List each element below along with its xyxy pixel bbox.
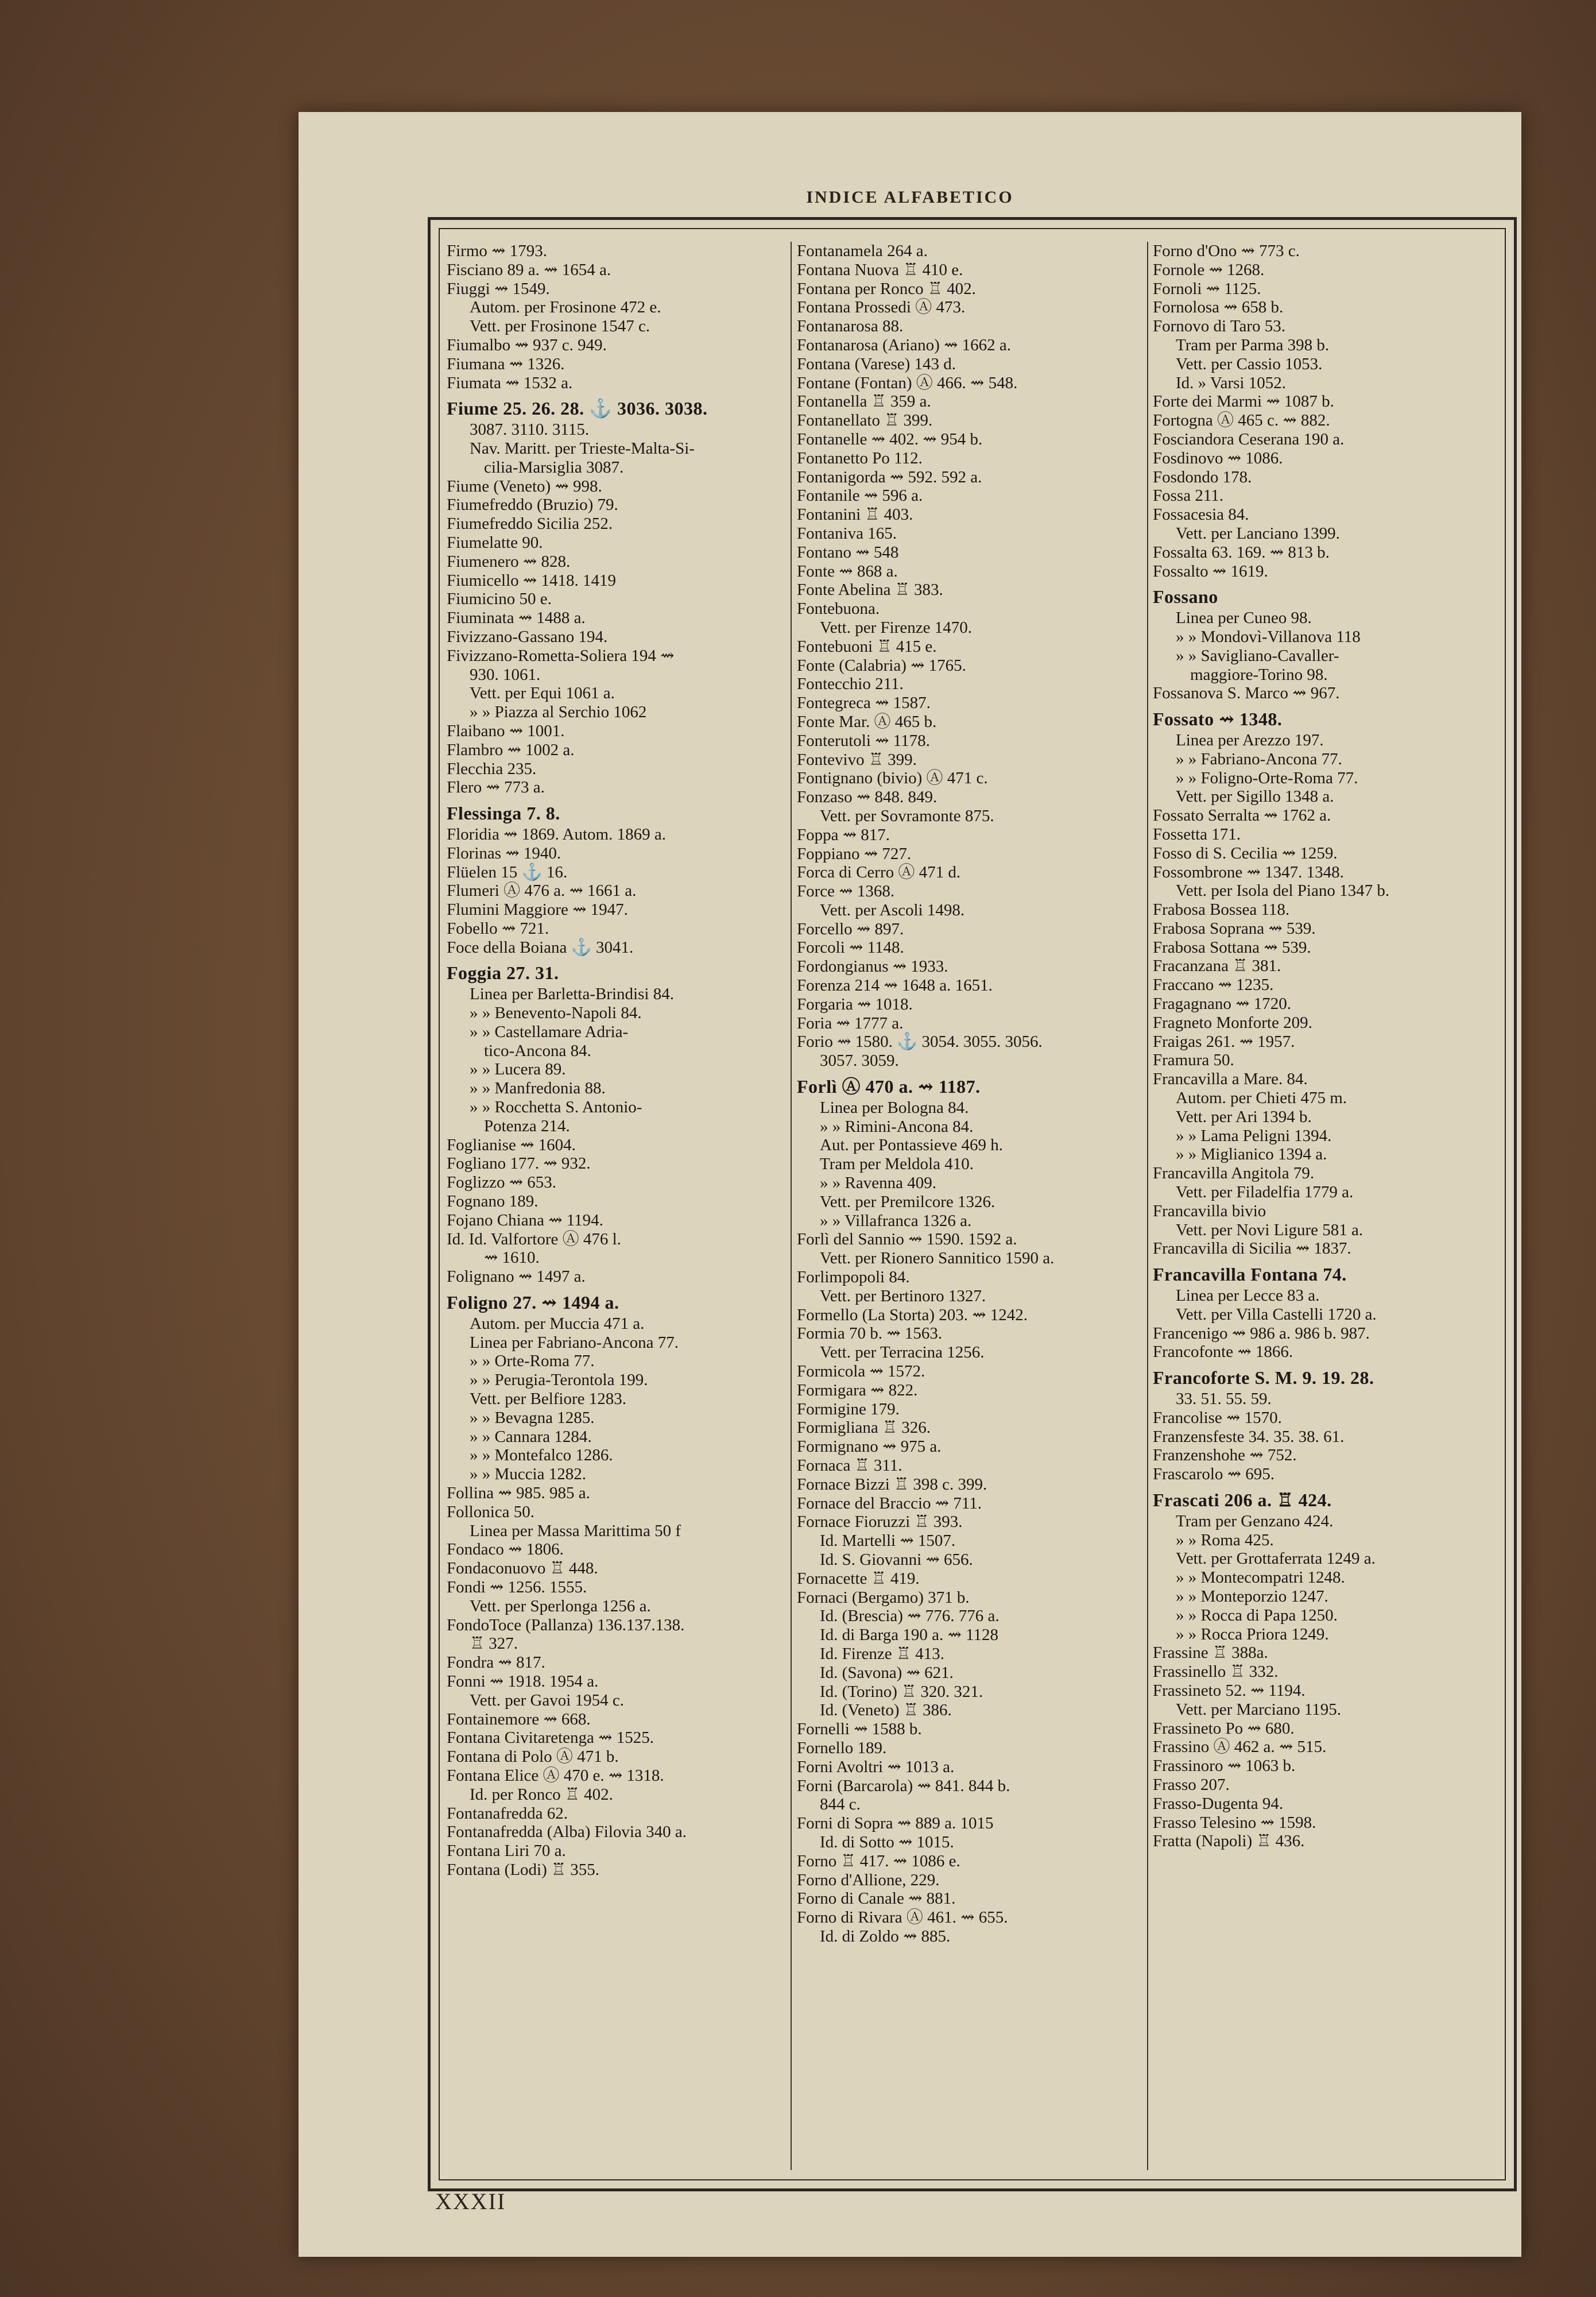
index-entry: Francavilla Angitola 79. (1153, 1164, 1315, 1183)
index-entry: Francavilla a Mare. 84. (1153, 1070, 1308, 1089)
index-entry: » » Monteporzio 1247. (1176, 1587, 1328, 1606)
index-entry: Fontana di Polo Ⓐ 471 b. (447, 1747, 619, 1766)
index-entry: Folignano ⇝ 1497 a. (447, 1267, 586, 1286)
index-entry: Autom. per Frosinone 472 e. (470, 298, 661, 317)
index-entry: Vett. per Equi 1061 a. (470, 684, 615, 703)
index-heading: Frascati 206 a. ♖ 424. (1153, 1490, 1332, 1510)
index-entry: Fragneto Monforte 209. (1153, 1013, 1312, 1032)
index-entry: » » Rocca Priora 1249. (1176, 1625, 1329, 1644)
index-entry: Forni Avoltri ⇝ 1013 a. (797, 1757, 955, 1776)
index-entry: Francavilla di Sicilia ⇝ 1837. (1153, 1239, 1351, 1258)
index-entry: Fornaca ♖ 311. (797, 1456, 902, 1475)
index-entry: Fosso di S. Cecilia ⇝ 1259. (1153, 844, 1338, 863)
index-entry: Fiumelatte 90. (447, 533, 543, 552)
index-entry: Vett. per Rionero Sannitico 1590 a. (820, 1249, 1055, 1268)
index-entry: Foglianise ⇝ 1604. (447, 1135, 576, 1154)
index-entry: Autom. per Muccia 471 a. (470, 1314, 645, 1333)
index-entry: Flambro ⇝ 1002 a. (447, 740, 575, 759)
index-entry: Fontanini ♖ 403. (797, 505, 913, 524)
index-heading: Fossano (1153, 586, 1218, 608)
index-entry: Flumeri Ⓐ 476 a. ⇝ 1661 a. (447, 881, 637, 900)
index-entry: Vett. per Grottaferrata 1249 a. (1176, 1549, 1376, 1568)
index-entry: Forio ⇝ 1580. ⚓ 3054. 3055. 3056. (797, 1033, 1043, 1051)
index-heading: Forlì Ⓐ 470 a. ⇝ 1187. (797, 1076, 981, 1097)
index-entry: Formignano ⇝ 975 a. (797, 1437, 942, 1456)
index-entry: Forcoli ⇝ 1148. (797, 938, 904, 957)
index-entry: Linea per Massa Marittima 50 f (470, 1521, 681, 1540)
index-entry: Fossalto ⇝ 1619. (1153, 562, 1268, 581)
index-entry: Fosdondo 178. (1153, 467, 1252, 486)
index-entry: » » Savigliano-Cavaller- (1176, 646, 1339, 665)
index-entry: Vett. per Sperlonga 1256 a. (470, 1596, 651, 1615)
index-entry: Vett. per Sigillo 1348 a. (1176, 787, 1334, 806)
index-entry: Fornoli ⇝ 1125. (1153, 279, 1261, 298)
index-entry: 33. 51. 55. 59. (1176, 1390, 1272, 1409)
index-entry: Fontevivo ♖ 399. (797, 750, 917, 769)
index-entry: Foria ⇝ 1777 a. (797, 1014, 904, 1033)
index-entry: Linea per Barletta-Brindisi 84. (470, 985, 674, 1004)
index-entry: Fontane (Fontan) Ⓐ 466. ⇝ 548. (797, 373, 1018, 392)
index-entry: Fontano ⇝ 548 (797, 543, 899, 562)
index-entry: Fossato Serralta ⇝ 1762 a. (1153, 806, 1331, 825)
index-entry: Fortogna Ⓐ 465 c. ⇝ 882. (1153, 411, 1330, 430)
index-entry: Id. (Veneto) ♖ 386. (820, 1701, 952, 1720)
index-entry: ⇝ 1610. (484, 1248, 540, 1267)
index-entry: Fossanova S. Marco ⇝ 967. (1153, 684, 1340, 703)
index-entry: » » Lama Peligni 1394. (1176, 1126, 1332, 1145)
index-entry: » » Cannara 1284. (470, 1427, 592, 1446)
index-entry: Id. per Ronco ♖ 402. (470, 1785, 613, 1804)
index-entry: Fiuminata ⇝ 1488 a. (447, 609, 586, 628)
index-entry: Frassineto 52. ⇝ 1194. (1153, 1681, 1306, 1700)
index-entry: Vett. per Ari 1394 b. (1176, 1107, 1312, 1126)
index-entry: Tram per Meldola 410. (820, 1155, 974, 1174)
index-entry: Fontana per Ronco ♖ 402. (797, 279, 976, 298)
index-entry: cilia-Marsiglia 3087. (484, 458, 624, 477)
index-entry: » » Castellamare Adria- (470, 1022, 629, 1041)
index-entry: Fojano Chiana ⇝ 1194. (447, 1211, 603, 1229)
index-entry: Id. Firenze ♖ 413. (820, 1644, 944, 1663)
index-entry: Vett. per Bertinoro 1327. (820, 1286, 986, 1305)
index-entry: Tram per Genzano 424. (1176, 1511, 1334, 1530)
index-entry: FondoToce (Pallanza) 136.137.138. (447, 1615, 685, 1634)
index-entry: Fonterutoli ⇝ 1178. (797, 731, 930, 750)
index-entry: » » Piazza al Serchio 1062 (470, 703, 647, 722)
index-entry: Fontanigorda ⇝ 592. 592 a. (797, 467, 982, 486)
index-entry: Fraccano ⇝ 1235. (1153, 976, 1274, 995)
index-entry: Id. di Barga 190 a. ⇝ 1128 (820, 1626, 999, 1645)
index-heading: Francavilla Fontana 74. (1153, 1264, 1347, 1285)
index-entry: Forno d'Ono ⇝ 773 c. (1153, 242, 1300, 260)
index-entry: Fontignano (bivio) Ⓐ 471 c. (797, 769, 988, 788)
index-entry: Franzenshohe ⇝ 752. (1153, 1446, 1297, 1465)
index-entry: Framura 50. (1153, 1051, 1234, 1070)
index-entry: Linea per Lecce 83 a. (1176, 1286, 1320, 1305)
index-entry: Fontana Nuova ♖ 410 e. (797, 260, 963, 279)
index-entry: » » Lucera 89. (470, 1060, 566, 1079)
index-entry: Fontanafredda (Alba) Filovia 340 a. (447, 1823, 687, 1842)
index-entry: Frasso Telesino ⇝ 1598. (1153, 1813, 1316, 1832)
index-entry: Forni di Sopra ⇝ 889 a. 1015 (797, 1814, 994, 1833)
index-entry: maggiore-Torino 98. (1190, 665, 1328, 684)
index-entry: Foce della Boiana ⚓ 3041. (447, 938, 634, 957)
index-entry: Fossombrone ⇝ 1347. 1348. (1153, 863, 1344, 881)
index-entry: Fontainemore ⇝ 668. (447, 1710, 591, 1728)
index-entry: Fobello ⇝ 721. (447, 919, 549, 938)
index-frame (428, 217, 1517, 2191)
index-entry: » » Miglianico 1394 a. (1176, 1145, 1327, 1164)
index-entry: Fontana Prossedi Ⓐ 473. (797, 298, 966, 317)
index-entry: Frassino Ⓐ 462 a. ⇝ 515. (1153, 1738, 1327, 1757)
index-entry: Fornaci (Bergamo) 371 b. (797, 1588, 970, 1607)
index-entry: Forte dei Marmi ⇝ 1087 b. (1153, 392, 1334, 411)
column-divider (1147, 242, 1148, 2170)
index-heading: Flessinga 7. 8. (447, 803, 560, 824)
index-entry: Forno d'Allione, 229. (797, 1870, 940, 1889)
index-entry: Potenza 214. (484, 1116, 570, 1135)
index-entry: Vett. per Cassio 1053. (1176, 354, 1323, 373)
index-heading: Fossato ⇝ 1348. (1153, 709, 1283, 730)
index-entry: Frabosa Sottana ⇝ 539. (1153, 938, 1311, 957)
index-entry: Fontebuoni ♖ 415 e. (797, 637, 937, 656)
index-entry: Vett. per Isola del Piano 1347 b. (1176, 881, 1390, 900)
index-entry: Fracanzana ♖ 381. (1153, 957, 1281, 976)
index-entry: Follonica 50. (447, 1502, 535, 1521)
index-entry: Formia 70 b. ⇝ 1563. (797, 1324, 943, 1343)
index-entry: Foppa ⇝ 817. (797, 825, 890, 844)
index-entry: Forlimpopoli 84. (797, 1268, 910, 1287)
index-entry: Id. (Savona) ⇝ 621. (820, 1663, 954, 1682)
index-entry: » » Montecompatri 1248. (1176, 1568, 1345, 1587)
index-entry: Formicola ⇝ 1572. (797, 1362, 925, 1381)
index-entry: » » Orte-Roma 77. (470, 1352, 595, 1371)
index-entry: Fontana Elice Ⓐ 470 e. ⇝ 1318. (447, 1766, 664, 1785)
index-entry: Francofonte ⇝ 1866. (1153, 1343, 1293, 1362)
index-entry: Frassinello ♖ 332. (1153, 1662, 1279, 1681)
index-entry: » » Roma 425. (1176, 1530, 1274, 1549)
index-entry: Id. (Torino) ♖ 320. 321. (820, 1682, 983, 1701)
index-entry: Fornace Bizzi ♖ 398 c. 399. (797, 1475, 987, 1494)
index-entry: Forno di Rivara Ⓐ 461. ⇝ 655. (797, 1908, 1008, 1927)
index-entry: Fontecchio 211. (797, 675, 904, 694)
index-entry: Linea per Bologna 84. (820, 1098, 969, 1117)
index-entry: Fiuggi ⇝ 1549. (447, 279, 550, 298)
column-divider (791, 242, 792, 2170)
index-column-3 (1153, 242, 1500, 2170)
index-entry: » » Rocca di Papa 1250. (1176, 1606, 1338, 1625)
index-entry: » » Mondovì-Villanova 118 (1176, 627, 1361, 646)
index-entry: Francolise ⇝ 1570. (1153, 1408, 1282, 1427)
index-entry: Fontanarosa (Ariano) ⇝ 1662 a. (797, 335, 1012, 354)
index-entry: Forni (Barcarola) ⇝ 841. 844 b. (797, 1776, 1010, 1795)
index-entry: tico-Ancona 84. (484, 1041, 591, 1060)
index-entry: 930. 1061. (470, 665, 541, 684)
index-entry: Vett. per Marciano 1195. (1176, 1700, 1342, 1719)
index-entry: Fonte Abelina ♖ 383. (797, 581, 943, 600)
index-entry: Aut. per Pontassieve 469 h. (820, 1136, 1003, 1155)
index-entry: Fisciano 89 a. ⇝ 1654 a. (447, 260, 611, 279)
index-heading: Fiume 25. 26. 28. ⚓ 3036. 3038. (447, 398, 708, 419)
index-entry: Fogliano 177. ⇝ 932. (447, 1154, 591, 1173)
index-entry: » » Rimini-Ancona 84. (820, 1117, 974, 1136)
index-entry: Fiumefreddo (Bruzio) 79. (447, 496, 618, 515)
index-entry: Fiumenero ⇝ 828. (447, 552, 571, 571)
index-entry: Fornace Fioruzzi ♖ 393. (797, 1513, 963, 1532)
index-entry: Vett. per Novi Ligure 581 a. (1176, 1220, 1363, 1239)
index-entry: » » Villafranca 1326 a. (820, 1211, 972, 1230)
index-entry: Fontanellato ♖ 399. (797, 411, 933, 430)
index-entry: 844 c. (820, 1795, 861, 1814)
index-entry: Fiumalbo ⇝ 937 c. 949. (447, 335, 607, 354)
index-entry: Flero ⇝ 773 a. (447, 778, 545, 797)
index-entry: » » Bevagna 1285. (470, 1408, 595, 1427)
index-entry: Id. Id. Valfortore Ⓐ 476 l. (447, 1229, 621, 1248)
index-entry: Frasso 207. (1153, 1775, 1230, 1794)
index-heading: Foggia 27. 31. (447, 962, 559, 984)
index-entry: Frassinoro ⇝ 1063 b. (1153, 1757, 1296, 1776)
index-entry: » » Ravenna 409. (820, 1174, 936, 1193)
index-entry: Fornacette ♖ 419. (797, 1569, 920, 1588)
index-entry: Linea per Fabriano-Ancona 77. (470, 1333, 679, 1352)
index-entry: Foglizzo ⇝ 653. (447, 1173, 557, 1192)
index-entry: Fivizzano-Gassano 194. (447, 627, 608, 646)
index-entry: Foppiano ⇝ 727. (797, 844, 912, 863)
index-entry: » » Benevento-Napoli 84. (470, 1004, 642, 1023)
index-entry: Fontanile ⇝ 596 a. (797, 486, 923, 505)
index-entry: Francavilla bivio (1153, 1201, 1266, 1220)
index-entry: Fornello 189. (797, 1738, 887, 1757)
index-entry: Frasso-Dugenta 94. (1153, 1794, 1284, 1813)
index-entry: Fossacesia 84. (1153, 505, 1249, 524)
index-entry: Fornace del Braccio ⇝ 711. (797, 1494, 982, 1513)
index-entry: » » Perugia-Terontola 199. (470, 1371, 648, 1390)
index-entry: Fosdinovo ⇝ 1086. (1153, 448, 1283, 467)
index-entry: Fiumicello ⇝ 1418. 1419 (447, 571, 616, 590)
page-header: INDICE ALFABETICO (806, 188, 1014, 207)
index-entry: » » Rocchetta S. Antonio- (470, 1098, 642, 1117)
index-entry: Fontana (Lodi) ♖ 355. (447, 1860, 600, 1879)
index-entry: Flumini Maggiore ⇝ 1947. (447, 900, 628, 919)
index-entry: Forno di Canale ⇝ 881. (797, 1889, 956, 1908)
index-entry: Fossa 211. (1153, 486, 1223, 505)
index-entry: Fraigas 261. ⇝ 1957. (1153, 1032, 1295, 1051)
index-entry: Follina ⇝ 985. 985 a. (447, 1484, 590, 1502)
index-entry: Autom. per Chieti 475 m. (1176, 1089, 1347, 1108)
index-entry: » » Montefalco 1286. (470, 1446, 613, 1465)
index-entry: Vett. per Sovramonte 875. (820, 806, 994, 825)
index-entry: Fontana Civitaretenga ⇝ 1525. (447, 1728, 654, 1747)
index-entry: Flüelen 15 ⚓ 16. (447, 863, 568, 881)
index-entry: Vett. per Frosinone 1547 c. (470, 317, 650, 336)
index-entry: Fondi ⇝ 1256. 1555. (447, 1577, 587, 1596)
index-entry: 3087. 3110. 3115. (470, 420, 590, 439)
index-entry: Fondra ⇝ 817. (447, 1653, 545, 1672)
index-entry: Fonte (Calabria) ⇝ 1765. (797, 656, 966, 675)
index-entry: Frascarolo ⇝ 695. (1153, 1465, 1275, 1484)
index-entry: » » Manfredonia 88. (470, 1079, 606, 1098)
index-entry: Flaibano ⇝ 1001. (447, 721, 565, 740)
index-entry: Id. di Zoldo ⇝ 885. (820, 1927, 951, 1946)
index-entry: Fonte Mar. Ⓐ 465 b. (797, 712, 937, 731)
index-entry: Formigliana ♖ 326. (797, 1418, 931, 1437)
index-entry: » » Foligno-Orte-Roma 77. (1176, 768, 1358, 787)
index-entry: Vett. per Belfiore 1283. (470, 1390, 627, 1409)
index-entry: Firmo ⇝ 1793. (447, 242, 547, 260)
index-entry: Fonte ⇝ 868 a. (797, 562, 898, 581)
index-entry: Fontanamela 264 a. (797, 242, 928, 260)
index-entry: Fossalta 63. 169. ⇝ 813 b. (1153, 543, 1330, 562)
index-entry: Vett. per Lanciano 1399. (1176, 524, 1340, 543)
index-entry: Fontanarosa 88. (797, 317, 904, 336)
index-entry: Fossetta 171. (1153, 825, 1241, 844)
index-entry: Id. » Varsi 1052. (1176, 373, 1286, 392)
index-entry: Forenza 214 ⇝ 1648 a. 1651. (797, 976, 993, 995)
index-entry: Fornelli ⇝ 1588 b. (797, 1720, 922, 1739)
index-entry: Linea per Cuneo 98. (1176, 609, 1312, 628)
index-entry: Fontaniva 165. (797, 524, 897, 543)
index-column-2 (797, 242, 1141, 2170)
index-entry: Formigine 179. (797, 1399, 900, 1418)
page-number: XXXII (435, 2188, 506, 2214)
index-entry: Franzensfeste 34. 35. 38. 61. (1153, 1427, 1345, 1446)
index-entry: Floridia ⇝ 1869. Autom. 1869 a. (447, 825, 666, 844)
index-entry: Fontanafredda 62. (447, 1804, 568, 1823)
index-column-1 (447, 242, 785, 2170)
index-entry: Fonni ⇝ 1918. 1954 a. (447, 1672, 599, 1691)
index-entry: Vett. per Filadelfia 1779 a. (1176, 1183, 1354, 1202)
index-entry: Fiumana ⇝ 1326. (447, 354, 565, 373)
index-entry: Nav. Maritt. per Trieste-Malta-Si- (470, 439, 695, 458)
index-entry: Forno ♖ 417. ⇝ 1086 e. (797, 1851, 960, 1870)
index-entry: » » Muccia 1282. (470, 1465, 586, 1484)
index-entry: Vett. per Villa Castelli 1720 a. (1176, 1305, 1377, 1324)
index-entry: Fontanelle ⇝ 402. ⇝ 954 b. (797, 430, 983, 448)
index-entry: Force ⇝ 1368. (797, 882, 895, 901)
index-entry: Frassine ♖ 388a. (1153, 1644, 1268, 1662)
index-entry: Frabosa Soprana ⇝ 539. (1153, 919, 1316, 938)
index-entry: Formigara ⇝ 822. (797, 1380, 918, 1399)
index-entry: Fiumata ⇝ 1532 a. (447, 373, 573, 392)
index-entry: Id. S. Giovanni ⇝ 656. (820, 1550, 973, 1569)
index-entry: Fivizzano-Rometta-Soliera 194 ⇝ (447, 646, 675, 665)
book-page (299, 112, 1521, 2257)
index-entry: Forcello ⇝ 897. (797, 919, 904, 938)
index-entry: Fontanella ♖ 359 a. (797, 392, 931, 411)
index-entry: Fontana (Varese) 143 d. (797, 354, 956, 373)
index-entry: Frassineto Po ⇝ 680. (1153, 1719, 1295, 1738)
index-entry: Fontana Liri 70 a. (447, 1842, 566, 1861)
index-entry: Fontebuona. (797, 600, 880, 618)
index-entry: Fiumefreddo Sicilia 252. (447, 515, 613, 533)
index-entry: Fondaco ⇝ 1806. (447, 1540, 564, 1559)
index-entry: Tram per Parma 398 b. (1176, 335, 1330, 354)
index-entry: Francenigo ⇝ 986 a. 986 b. 987. (1153, 1324, 1370, 1343)
index-entry: Fratta (Napoli) ♖ 436. (1153, 1832, 1305, 1851)
index-entry: Id. (Brescia) ⇝ 776. 776 a. (820, 1607, 1000, 1626)
index-entry: Fondaconuovo ♖ 448. (447, 1559, 598, 1578)
index-entry: Vett. per Gavoi 1954 c. (470, 1691, 624, 1710)
index-entry: Fornole ⇝ 1268. (1153, 260, 1265, 279)
index-entry: Id. Martelli ⇝ 1507. (820, 1532, 956, 1550)
index-entry: 3057. 3059. (820, 1051, 899, 1070)
index-entry: Fornolosa ⇝ 658 b. (1153, 298, 1284, 317)
index-entry: Id. di Sotto ⇝ 1015. (820, 1832, 954, 1851)
index-entry: Linea per Arezzo 197. (1176, 730, 1324, 749)
index-entry: Fonzaso ⇝ 848. 849. (797, 788, 938, 807)
index-entry: Vett. per Ascoli 1498. (820, 900, 965, 919)
index-entry: ♖ 327. (470, 1634, 518, 1653)
index-frame-inner (439, 228, 1506, 2180)
index-entry: Fornovo di Taro 53. (1153, 317, 1286, 336)
index-entry: Fiumicino 50 e. (447, 590, 552, 609)
index-entry: Frabosa Bossea 118. (1153, 900, 1290, 919)
index-entry: Fosciandora Ceserana 190 a. (1153, 430, 1345, 448)
index-entry: Fiume (Veneto) ⇝ 998. (447, 477, 602, 496)
index-entry: » » Fabriano-Ancona 77. (1176, 749, 1342, 768)
index-entry: Fognano 189. (447, 1192, 539, 1211)
index-entry: Florinas ⇝ 1940. (447, 844, 561, 863)
index-entry: Fontanetto Po 112. (797, 448, 923, 467)
index-entry: Forlì del Sannio ⇝ 1590. 1592 a. (797, 1230, 1017, 1249)
index-entry: Fontegreca ⇝ 1587. (797, 694, 931, 713)
index-entry: Vett. per Terracina 1256. (820, 1343, 985, 1362)
index-entry: Formello (La Storta) 203. ⇝ 1242. (797, 1305, 1028, 1324)
index-entry: Vett. per Firenze 1470. (820, 618, 972, 637)
index-entry: Forgaria ⇝ 1018. (797, 995, 913, 1014)
index-heading: Francoforte S. M. 9. 19. 28. (1153, 1367, 1374, 1389)
index-entry: Forca di Cerro Ⓐ 471 d. (797, 863, 961, 882)
index-entry: Fragagnano ⇝ 1720. (1153, 995, 1291, 1014)
index-heading: Foligno 27. ⇝ 1494 a. (447, 1292, 619, 1313)
index-entry: Vett. per Premilcore 1326. (820, 1192, 995, 1211)
index-entry: Flecchia 235. (447, 759, 537, 778)
index-entry: Fordongianus ⇝ 1933. (797, 957, 948, 976)
